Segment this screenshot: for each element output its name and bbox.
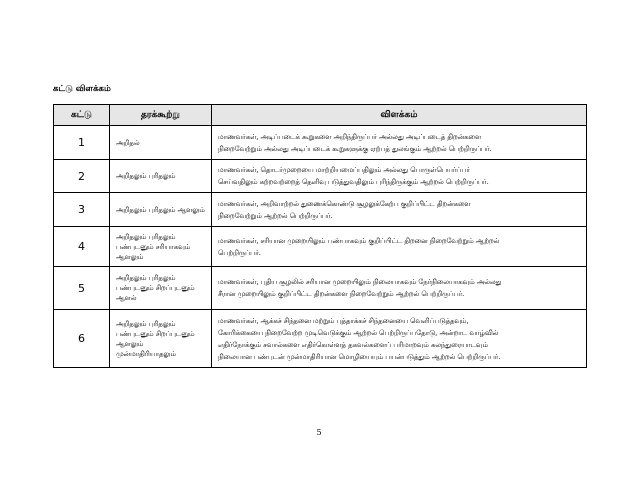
table-row [54, 227, 587, 267]
table-row [54, 160, 587, 193]
table-row [54, 310, 587, 368]
description-text: மாணவர்கள், சரியான முறையிலும் பண்பாகவும் குறிப்பிட்ட திறனை நிறைவேற்றும் ஆற்றல் பெற்றிருப்பர். [212, 227, 587, 267]
standard-text: அறிதலும் புரிதலும் பண்புடனும் சிறப்புடனும் ஆளல் [110, 267, 212, 310]
table-row [54, 126, 587, 160]
header-description: விளக்கம் [212, 105, 587, 126]
band-number: 5 [54, 267, 110, 310]
band-number: 1 [54, 126, 110, 160]
description-text: மாணவர்கள், தொடர்முறையை மாற்றியமைப்பதிலும் அல்லது பொருள்பெயர்ப்பர் செய்வதிலும் கற்றவற்றைத் தெளிவு படுத்துவதிலும் புரிந்திருக்கும் ஆற்றல் பெற்றிருப்பர். [212, 160, 587, 193]
band-number: 2 [54, 160, 110, 193]
standard-text: அறிதலும் புரிதலும் ஆளலும் [110, 193, 212, 227]
band-number: 6 [54, 310, 110, 368]
description-text: மாணவர்கள், அடிப்படைக் கூறுகளை அறிந்திருப்பர் அல்லது அடிப்படைத் திறன்களை நிறைவேற்றும் அல்லது அடிப்படைக் கூறுகளுக்கு ஏற்பத் துலங்கும் ஆற்றல் பெற்றிருப்பர். [212, 126, 587, 160]
standard-text: அறிதல் [110, 126, 212, 160]
standard-text: அறிதலும் புரிதலும் பண்புடனும் சிறப்புடனும் ஆளலும் முன்மாதிரியாதலும் [110, 310, 212, 368]
standard-text: அறிதலும் புரிதலும் பண்புடனும் சரியாகவும் ஆளலும் [110, 227, 212, 267]
page-number: 5 [316, 428, 322, 437]
description-text: மாணவர்கள், அறிவாற்றல் துணைக்கொண்டு சூழலுக்கேற்ப குறிப்பிட்ட திறன்களை நிறைவேற்றும் ஆற்றல் பெற்றிருப்பர். [212, 193, 587, 227]
description-text: மாணவர்கள், ஆக்கச் சிந்தனை மற்றும் புத்தாக்கச் சிந்தனையை வெளிப்படுத்தவும், கோரிக்கையை நிறைவேற்ற முடிவெடுக்கும் ஆற்றல் பெற்றிருப்பதோடு, அன்றாட வாழ்வில் எதிர்நோக்கும் சவால்களை எதிர்கொள்ளத் தகவல்களைப் பரிமாறவும் கலந்துரையாடவும் நிலையான பண்புடன் முன்மாதிரியான மொழியையும் பயன்படுத்தும் ஆற்றல் பெற்றிருப்பர். [212, 310, 587, 368]
table-header-row [54, 105, 587, 126]
section-title: கட்டு விளக்கம் [53, 84, 111, 94]
header-standard: தரக்கூற்று [110, 105, 212, 126]
table-row [54, 193, 587, 227]
standard-text: அறிதலும் புரிதலும் [110, 160, 212, 193]
header-band: கட்டு [54, 105, 110, 126]
band-number: 3 [54, 193, 110, 227]
table-row [54, 267, 587, 310]
band-description-table [53, 104, 587, 368]
description-text: மாணவர்கள், புதிய சூழலில் சரியான முறையிலும் நிலையாகவும் நேர்நிலையாகவும் அல்லது சீரான முறையிலும் குறிப்பிட்ட திறன்களை நிறைவேற்றும் ஆற்றல் பெற்றிருப்பர். [212, 267, 587, 310]
band-number: 4 [54, 227, 110, 267]
